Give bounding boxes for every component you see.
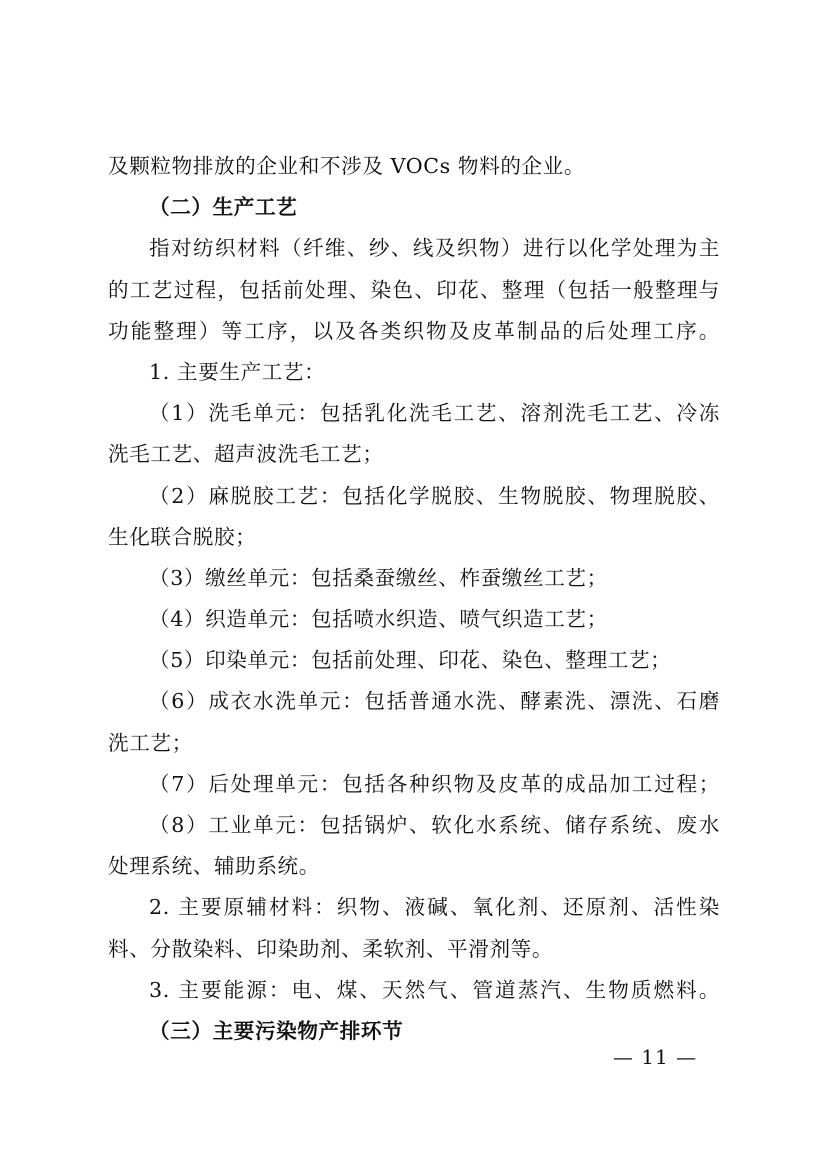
body-text (108, 146, 720, 1052)
text-line: （2）麻脱胶工艺：包括化学脱胶、生物脱胶、物理脱胶、 (149, 483, 720, 508)
text-line: 洗毛工艺、超声波洗毛工艺； (108, 442, 384, 467)
text-line: （1）洗毛单元：包括乳化洗毛工艺、溶剂洗毛工艺、冷冻 (149, 401, 720, 426)
text-line: 生化联合脱胶； (108, 524, 257, 549)
section-heading: （二）生产工艺 (149, 195, 298, 220)
text-line: 指对纺织材料（纤维、纱、线及织物）进行以化学处理为主 (149, 236, 720, 261)
page-number: — 11 — (612, 1045, 698, 1069)
text-line: （3）缴丝单元：包括桑蚕缴丝、柞蚕缴丝工艺； (149, 565, 608, 590)
text-line: 3. 主要能源：电、煤、天然气、管道蒸汽、生物质燃料。 (149, 977, 720, 1002)
text-line: 的工艺过程，包括前处理、染色、印花、整理（包括一般整理与 (108, 277, 720, 302)
text-line: 洗工艺； (108, 730, 193, 755)
text-line: 1. 主要生产工艺： (149, 359, 326, 384)
text-line: （4）织造单元：包括喷水织造、喷气织造工艺； (149, 607, 608, 632)
text-line: 处理系统、辅助系统。 (108, 854, 320, 879)
text-line: 料、分散染料、印染助剂、柔软剂、平滑剂等。 (108, 936, 554, 961)
text-line: 2. 主要原辅材料：织物、液碱、氧化剂、还原剂、活性染 (149, 895, 720, 920)
text-line: （7）后处理单元：包括各种织物及皮革的成品加工过程； (149, 771, 720, 796)
text-line: （6）成衣水洗单元：包括普通水洗、酵素洗、漂洗、石磨 (149, 689, 720, 714)
text-line: 功能整理）等工序，以及各类织物及皮革制品的后处理工序。 (108, 318, 720, 343)
text-line: （5）印染单元：包括前处理、印花、染色、整理工艺； (149, 648, 672, 673)
text-line: （8）工业单元：包括锅炉、软化水系统、储存系统、废水 (149, 813, 720, 837)
text-line: 及颗粒物排放的企业和不涉及 VOCs 物料的企业。 (108, 154, 586, 178)
section-heading: （三）主要污染物产排环节 (149, 1018, 404, 1043)
